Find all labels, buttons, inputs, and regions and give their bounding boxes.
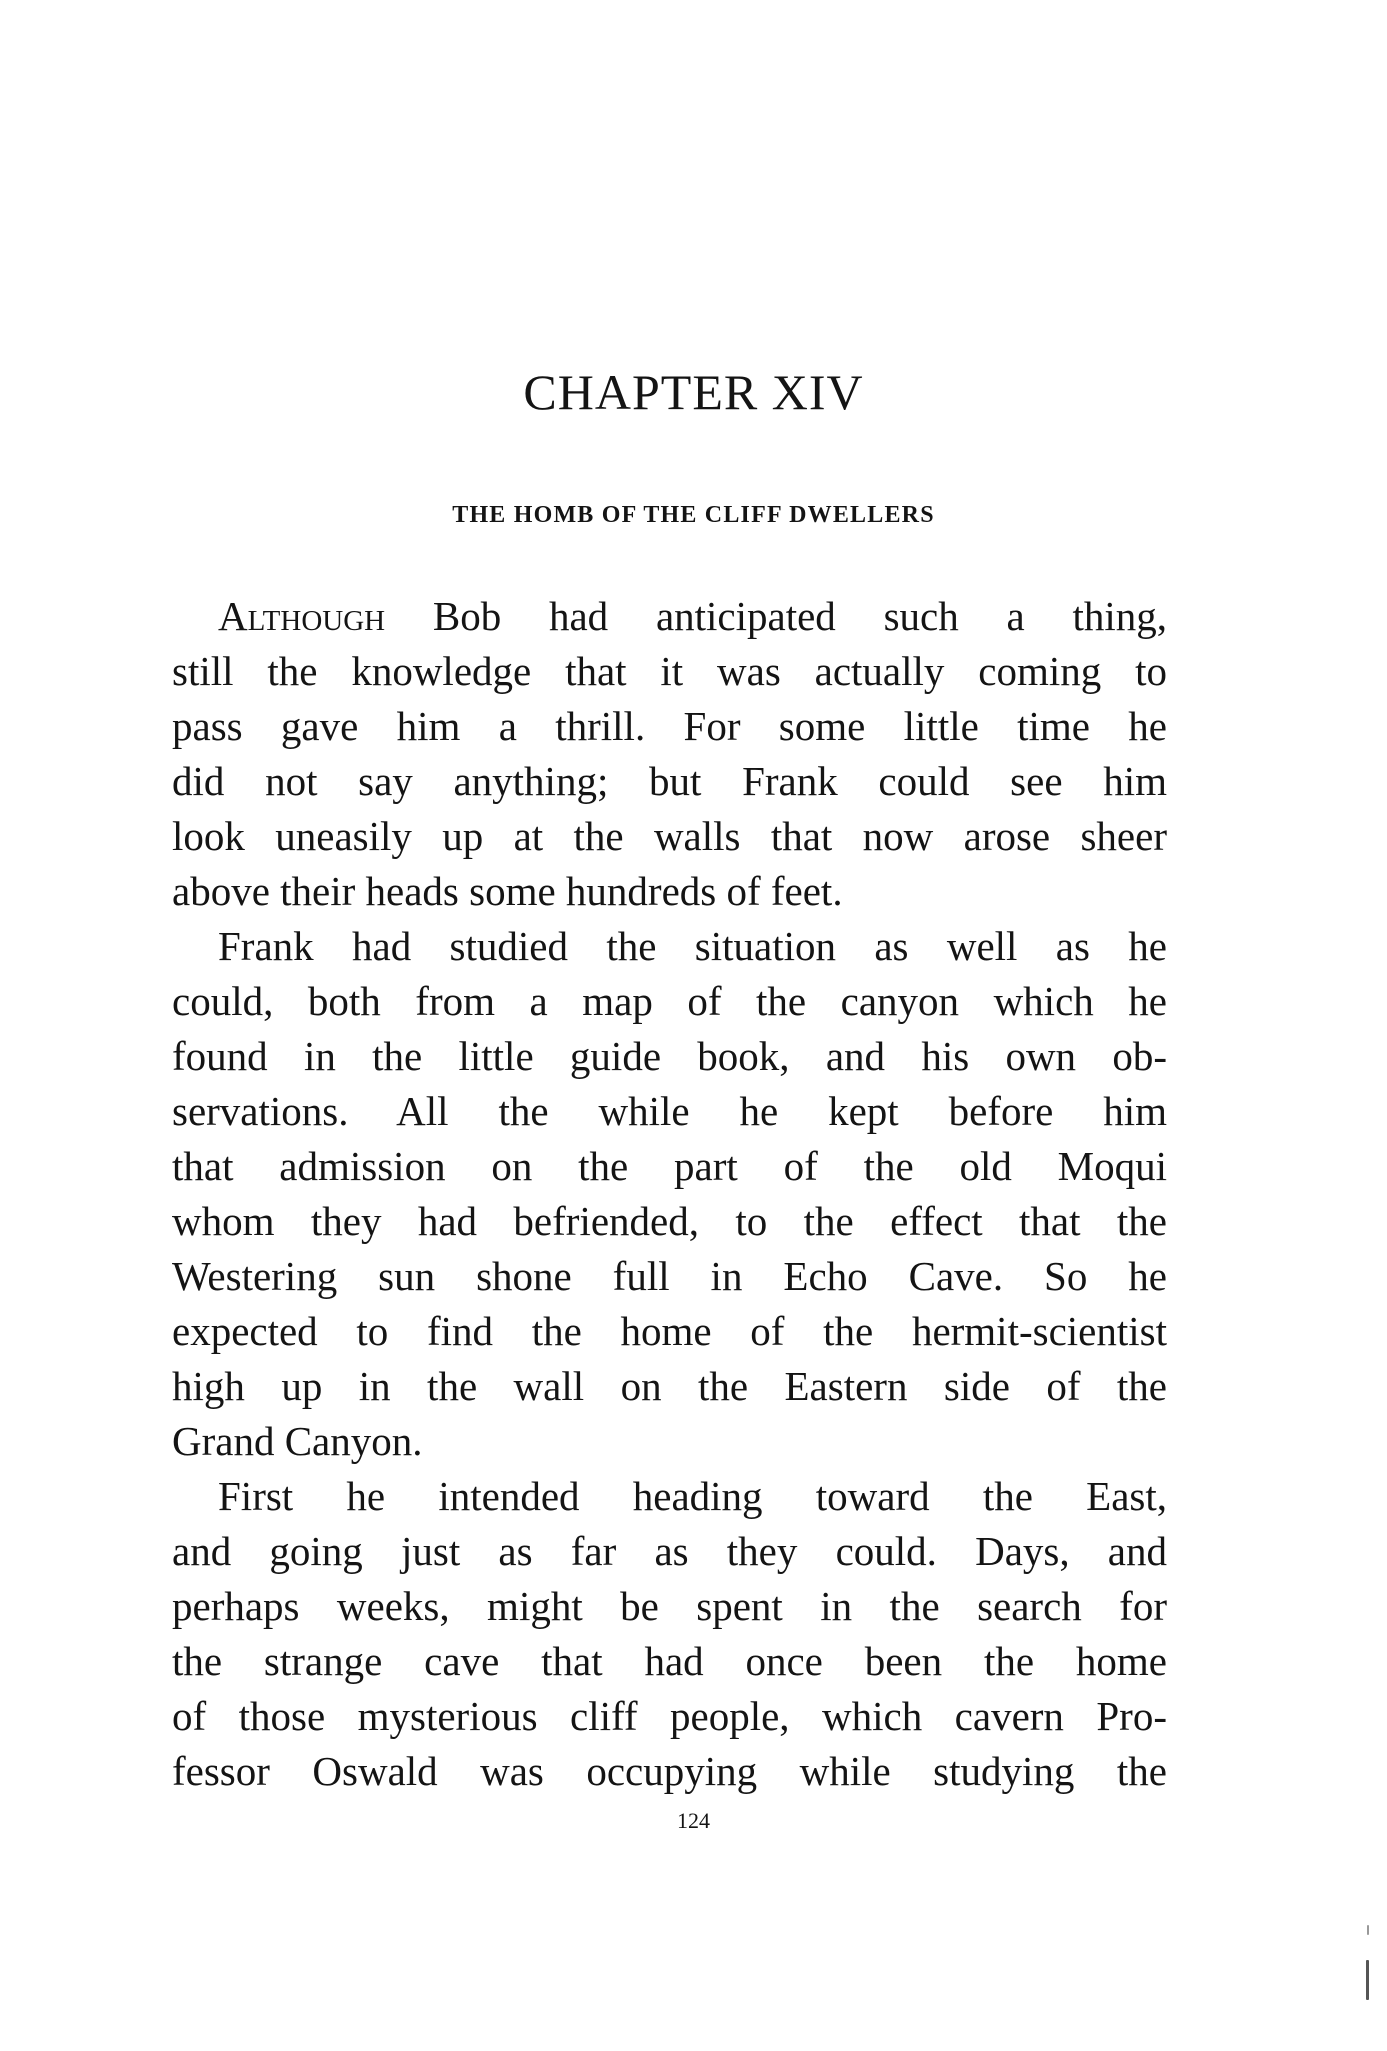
text-line: Frank had studied the situation as well as he	[218, 923, 1167, 969]
text-line: pass gave him a thrill. For some little time he	[172, 703, 1167, 749]
opening-word: Although	[218, 593, 386, 639]
text-line: perhaps weeks, might be spent in the search for	[172, 1583, 1167, 1629]
text-line: servations. All the while he kept before him	[172, 1088, 1167, 1134]
text-line: could, both from a map of the canyon which he	[172, 978, 1167, 1024]
text-line: did not say anything; but Frank could see him	[172, 758, 1167, 804]
text-line: of those mysterious cliff people, which cavern Pro-	[172, 1693, 1167, 1739]
text-line: whom they had befriended, to the effect that the	[172, 1198, 1167, 1244]
text-line: First he intended heading toward the East,	[218, 1473, 1167, 1519]
scan-mark	[1367, 1925, 1369, 1935]
text-line: fessor Oswald was occupying while studying the	[172, 1748, 1167, 1794]
text-line: above their heads some hundreds of feet.	[172, 868, 843, 914]
text-line: Westering sun shone full in Echo Cave. So he	[172, 1253, 1167, 1299]
chapter-title: THE HOMB OF THE CLIFF DWELLERS	[452, 502, 935, 528]
text-line: Grand Canyon.	[172, 1418, 423, 1464]
text-line: and going just as far as they could. Days, and	[172, 1528, 1167, 1574]
text-line: expected to find the home of the hermit-scientist	[172, 1308, 1167, 1354]
scan-mark	[1366, 1960, 1369, 2000]
chapter-heading: CHAPTER XIV	[523, 364, 864, 420]
text-line: look uneasily up at the walls that now arose sheer	[172, 813, 1167, 859]
text-line-content: Bob had anticipated such a thing,	[385, 593, 1167, 639]
text-line: the strange cave that had once been the home	[172, 1638, 1167, 1684]
text-line: that admission on the part of the old Moqui	[172, 1143, 1167, 1189]
text-line: high up in the wall on the Eastern side of the	[172, 1363, 1167, 1409]
page-number: 124	[677, 1808, 710, 1833]
text-line	[218, 588, 1167, 644]
text-line: found in the little guide book, and his own ob-	[172, 1033, 1167, 1079]
text-line: still the knowledge that it was actually coming to	[172, 648, 1167, 694]
